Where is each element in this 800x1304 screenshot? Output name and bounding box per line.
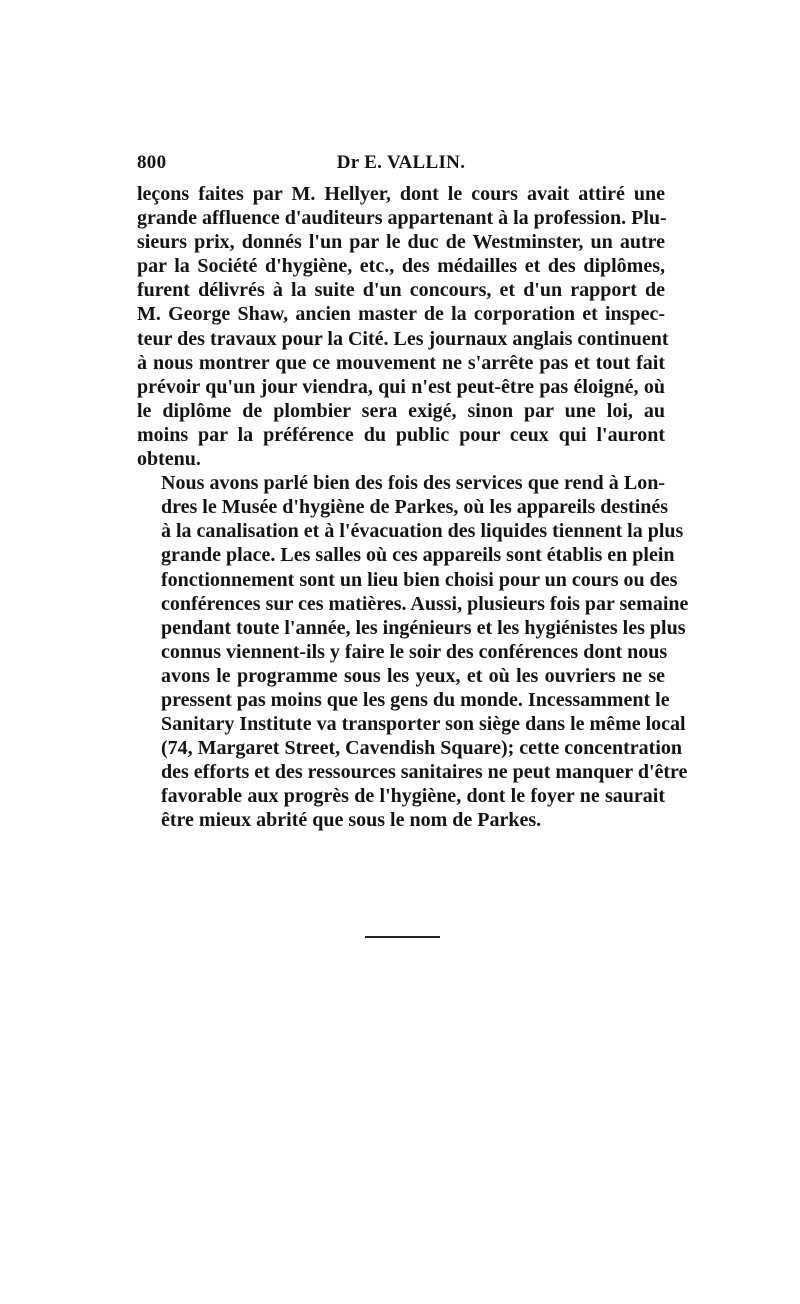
text-line: être mieux abrité que sous le nom de Parkes. [161,809,542,832]
text-line: à nous montrer que ce mouvement ne s'arrête pas et tout fait [137,351,665,374]
text-line: le diplôme de plombier sera exigé, sinon par une loi, au [137,399,665,422]
text-line: grande place. Les salles où ces appareils sont établis en plein [161,544,675,567]
text-line: teur des travaux pour la Cité. Les journaux anglais continuent [137,327,669,350]
text-line: des efforts et des ressources sanitaires ne peut manquer d'être [161,761,688,784]
paragraph [137,182,669,471]
text-line: favorable aux progrès de l'hygiène, dont le foyer ne saurait [161,785,665,808]
text-line: Sanitary Institute va transporter son siège dans le même local [161,713,686,736]
body-text [137,182,689,833]
text-line: M. George Shaw, ancien master de la corporation et inspec- [137,303,665,326]
text-line: par la Société d'hygiène, etc., des médailles et des diplômes, [137,255,665,278]
text-line: obtenu. [137,448,201,471]
paragraph [137,471,689,832]
text-line: dres le Musée d'hygiène de Parkes, où les appareils destinés [161,496,669,519]
text-line: à la canalisation et à l'évacuation des liquides tiennent la plus [161,520,684,543]
text-line: Nous avons parlé bien des fois des services que rend à Lon- [161,472,665,495]
running-head [137,150,665,176]
text-line: pendant toute l'année, les ingénieurs et les hygiénistes les plus [161,616,686,639]
text-line: furent délivrés à la suite d'un concours, et d'un rapport de [137,279,665,302]
text-line: sieurs prix, donnés l'un par le duc de Westminster, un autre [137,231,665,254]
text-line: leçons faites par M. Hellyer, dont le cours avait attiré une [137,183,665,205]
text-line: conférences sur ces matières. Aussi, plusieurs fois par semaine [161,592,689,615]
text-line: prévoir qu'un jour viendra, qui n'est peut-être pas éloigné, où [137,375,665,398]
page-number: 800 [137,152,167,173]
text-line: connus viennent-ils y faire le soir des conférences dont nous [161,640,668,663]
text-line: fonctionnement sont un lieu bien choisi pour un cours ou des [161,568,678,591]
text-line: (74, Margaret Street, Cavendish Square); cette concentration [161,737,682,760]
page [137,150,689,833]
end-rule [365,936,440,938]
running-head-author: Dr E. VALLIN. [336,152,466,173]
text-line: moins par la préférence du public pour ceux qui l'auront [137,423,665,446]
text-line: grande affluence d'auditeurs appartenant à la profession. Plu- [137,207,667,230]
text-line: avons le programme sous les yeux, et où les ouvriers ne se [161,664,665,687]
text-line: pressent pas moins que les gens du monde. Incessamment le [161,688,670,711]
